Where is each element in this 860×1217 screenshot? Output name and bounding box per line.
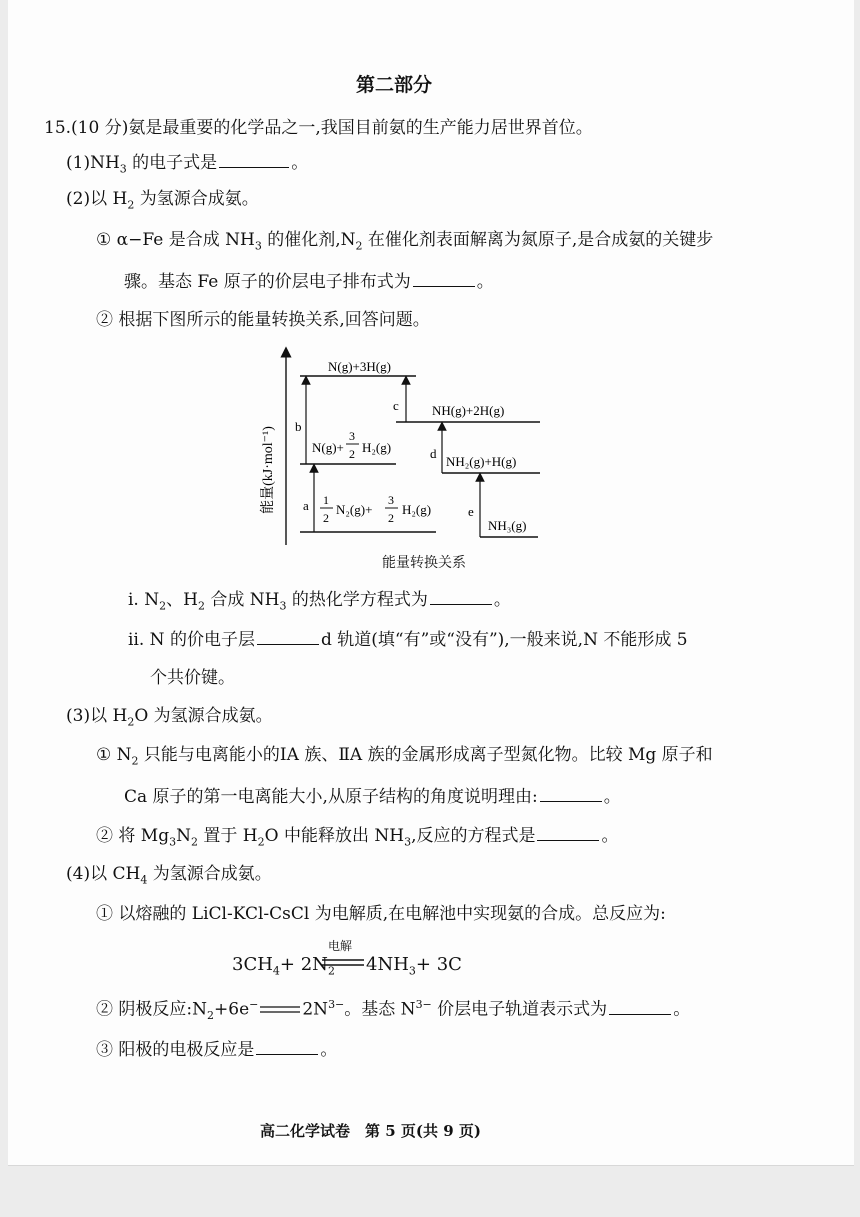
part-4-3: ③ 阳极的电极反应是 。 [96,1040,338,1060]
answer-blank[interactable] [540,787,602,802]
part-2-2: ② 根据下图所示的能量转换关系,回答问题。 [96,310,430,330]
part-2-1-line1: ① α−Fe 是合成 $NH_3$ 的催化剂$,N_2$ 在催化剂表面解离为氮原子,是合成氨的关键步 [96,230,714,253]
frac-2-den: 2 [349,447,355,461]
frac-3-num: 3 [388,493,394,507]
frac-2-den: 2 [323,511,329,525]
answer-blank[interactable] [219,153,289,168]
label-nh3: NH₃(g) [488,518,527,533]
frac-2-den: 2 [388,511,394,525]
arrow-label-a: a [303,498,309,513]
label-h2: H₂(g) [362,440,392,455]
diagram-caption: 能量转换关系 [382,555,466,571]
arrow-label-e: e [468,504,474,519]
part-4-1: ① 以熔融的 LiCl-KCl-CsCl 为电解质,在电解池中实现氨的合成。总反应为: [96,904,666,924]
answer-blank[interactable] [413,272,475,287]
answer-blank[interactable] [257,630,319,645]
part-2-2-ii-line1: ⅱ. N 的价电子层 d 轨道(填“有”或“没有”),一般来说,N 不能形成 5 [128,630,688,650]
label-h2-start: H₂(g) [402,502,432,517]
equation-left: $3CH_4+ 2N_2$ [232,954,335,978]
question-stem: 15.(10 分)氨是最重要的化学品之一,我国目前氨的生产能力居世界首位。 [44,118,593,138]
arrow-label-d: d [430,446,437,461]
part-3: (3)以 $H_2O$ 为氢源合成氨。 [66,706,273,729]
section-title: 第二部分 [356,74,433,96]
part-2: (2)以 $H_2$ 为氢源合成氨。 [66,189,259,212]
label-nh-2h: NH(g)+2H(g) [432,403,505,418]
equation-right: $4NH_3+ 3C$ [366,954,462,978]
frac-3-num: 3 [349,429,355,443]
equation-equals [322,958,364,968]
y-axis-label: 能量(kJ·mol⁻¹) [261,426,276,514]
label-n-pre: N(g)+ [312,440,344,455]
label-n2: N₂(g)+ [336,502,373,517]
frac-1-num: 1 [323,493,329,507]
part-4-2: ② 阴极反应$:N_2+6e^-$ $2N^{3-}$。基态 $N^{3-}$ 价层电子轨道表示式为 。 [96,998,691,1023]
arrow-label-b: b [295,419,302,434]
page-footer: 高二化学试卷 第 5 页(共 9 页) [260,1122,481,1140]
part-2-1-line2: 骤。基态 Fe 原子的价层电子排布式为 。 [124,272,494,292]
label-top: N(g)+3H(g) [328,359,391,374]
part-4: (4)以 $CH_4$ 为氢源合成氨。 [66,864,272,887]
part-3-2: ② 将 $Mg_3N_2$ 置于 $H_2O$ 中能释放出 $NH_3$,反应的方程式是 。 [96,826,619,849]
part-3-1-line2: Ca 原子的第一电离能大小,从原子结构的角度说明理由: 。 [124,787,621,807]
reaction-equals [260,1004,300,1016]
arrow-label-c: c [393,398,399,413]
answer-blank[interactable] [256,1040,318,1055]
part-2-2-i: ⅰ. $N_2$、$H_2$ 合成 $NH_3$ 的热化学方程式为 。 [128,590,511,613]
answer-blank[interactable] [430,590,492,605]
part-2-2-ii-line2: 个共价键。 [150,668,235,688]
answer-blank[interactable] [537,826,599,841]
part-3-1-line1: ① $N_2$ 只能与电离能小的ⅠA 族、ⅡA 族的金属形成离子型氮化物。比较 Mg 原子和 [96,745,713,768]
part-1: $(1)NH_3$ 的电子式是 。 [66,153,309,176]
energy-diagram [250,340,550,580]
label-nh2-h: NH₂(g)+H(g) [446,454,517,469]
equation-condition: 电解 [328,939,353,953]
answer-blank[interactable] [609,1000,671,1015]
